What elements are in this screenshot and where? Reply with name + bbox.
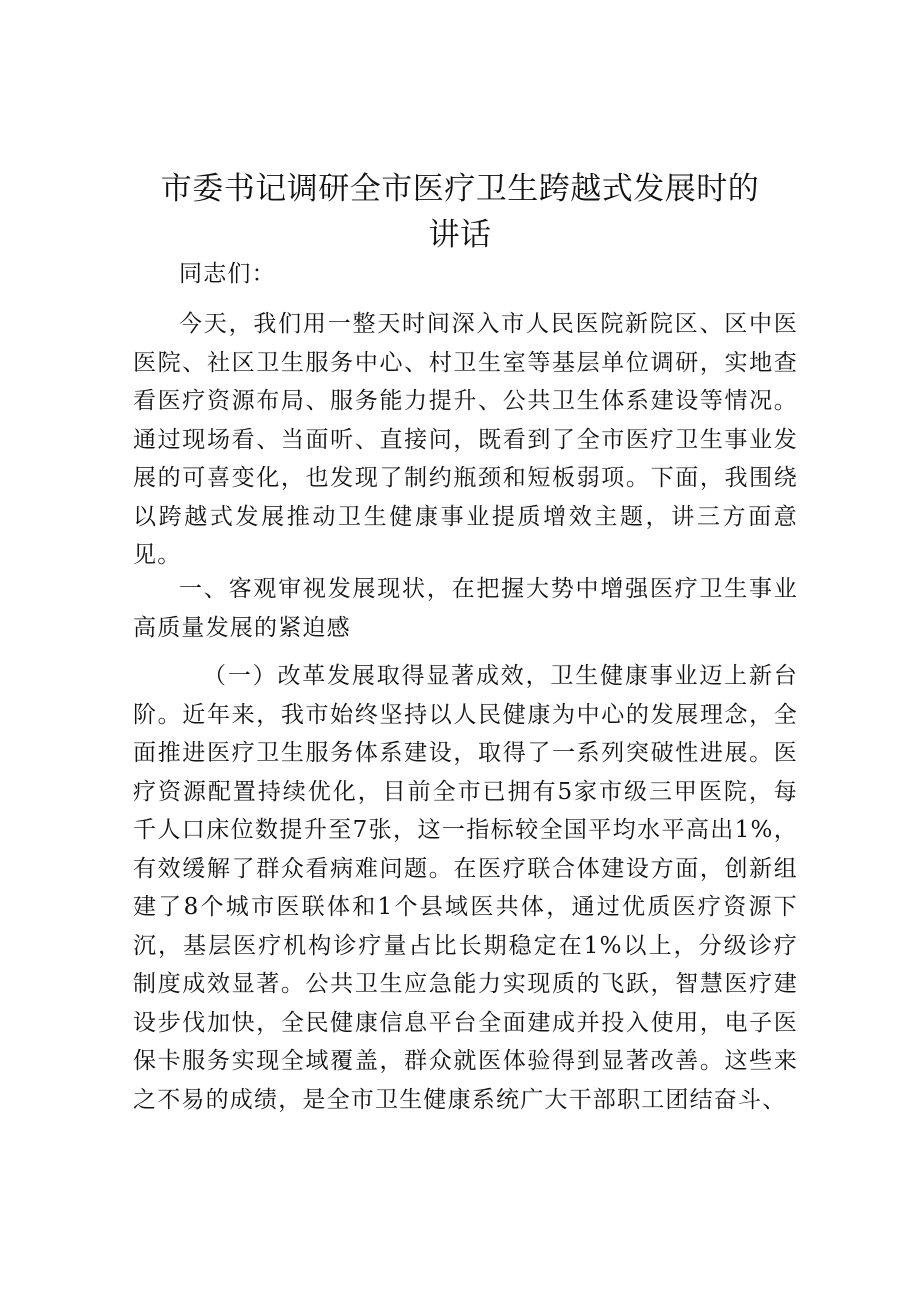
salutation: 同志们：	[179, 261, 276, 287]
document-title: 市委书记调研全市医疗卫生跨越式发展时的讲话	[160, 171, 760, 253]
subsection-1-body: 近年来，我市始终坚持以人民健康为中心的发展理念，全面推进医疗卫生服务体系建设，取得了一系列突破性进展。医疗资源配置持续优化，目前全市已拥有5家市级三甲医院，每千人口床位数提升至7张，这一指标较全国平均水平高出1%，有效缓解了群众看病难问题。在医疗联合体建设方面，创新组建了8个城市医联体和1个县域医共体，通过优质医疗资源下沉，基层医疗机构诊疗量占比长期稳定在1%以上，分级诊疗制度成效显著。公共卫生应急能力实现质的飞跃，智慧医疗建设步伐加快，全民健康信息平台全面建成并投入使用，电子医保卡服务实现全域覆盖，群众就医体验得到显著改善。这些来之不易的成绩，是全市卫生健康系统广大干部职工团结奋斗、	[133, 701, 798, 1113]
intro-paragraph: 今天，我们用一整天时间深入市人民医院新院区、区中医医院、社区卫生服务中心、村卫生室等基层单位调研，实地查看医疗资源布局、服务能力提升、公共卫生体系建设等情况。通过现场看、当面听、直接问，既看到了全市医疗卫生事业发展的可喜变化，也发现了制约瓶颈和短板弱项。下面，我围绕以跨越式发展推动卫生健康事业提质增效主题，讲三方面意见。	[133, 311, 798, 568]
section-1-heading: 一、客观审视发展现状，在把握大势中增强医疗卫生事业高质量发展的紧迫感	[133, 576, 798, 641]
subsection-1-heading: （一）改革发展取得显著成效，卫生健康事业迈上新台阶。	[133, 663, 798, 728]
subsection-1-paragraph	[133, 657, 798, 1119]
